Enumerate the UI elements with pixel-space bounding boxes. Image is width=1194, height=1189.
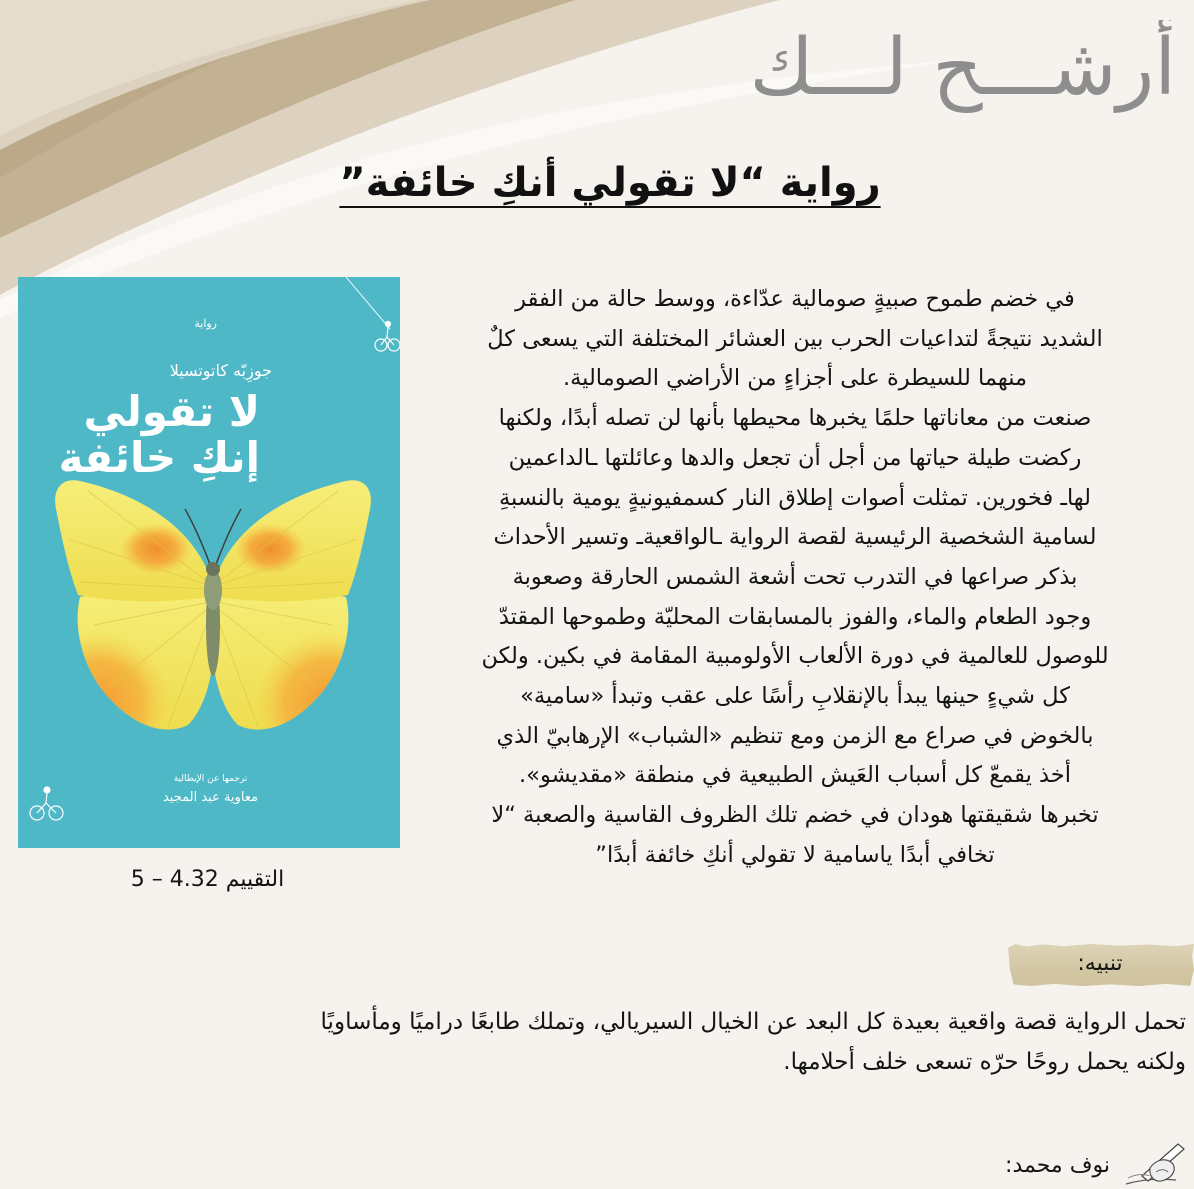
summary-line: لسامية الشخصية الرئيسية لقصة الرواية ـالواقعيةـ وتسير الأحداث <box>493 524 1097 551</box>
summary-line: صنعت من معاناتها حلمًا يخبرها محيطها بأنها لن تصله أبدًا، ولكنها <box>498 405 1092 432</box>
summary-line: كل شيءٍ حينها يبدأ بالإنقلابِ رأسًا على عقب وتبدأ «سامية» <box>520 683 1070 710</box>
book-heading-text: رواية “لا تقولي أنكِ خائفة” <box>339 160 881 206</box>
summary-line: أخذ يقمعّ كل أسباب العَيش الطبيعية في منطقة «مقديشو». <box>519 762 1071 789</box>
cover-wire-line <box>346 277 390 329</box>
butterfly-right-wings <box>213 480 378 751</box>
cover-author: جوزِبّه كاتوتسيلا <box>169 361 272 380</box>
author-signature: نوف محمد: <box>1005 1153 1110 1178</box>
cover-title-line-2: إنكِ خائفة <box>58 433 260 482</box>
cover-translated-from: ترجمها عن الإيطالية <box>173 774 248 784</box>
summary-line: الشديد نتيجةً لتداعيات الحرب بين العشائر المختلفة التي يسعى كلٌ <box>487 325 1103 352</box>
book-cover <box>18 277 400 848</box>
summary-line: تخبرها شقيقتها هودان في خضم تلك الظروف القاسية والصعبة “لا <box>491 802 1099 829</box>
bicycle-icon <box>375 322 400 352</box>
cover-genre-label: رواية <box>194 317 217 330</box>
page-title: أرشـــح لـــك <box>749 23 1176 113</box>
writing-hand-icon <box>1120 1138 1190 1188</box>
summary-line: منهما للسيطرة على أجزاءٍ من الأراضي الصومالية. <box>562 365 1028 392</box>
note-label: تنبيه: <box>1077 951 1123 976</box>
book-summary <box>420 280 1170 876</box>
cover-title <box>59 389 260 481</box>
cover-credits <box>148 771 273 809</box>
note-text <box>150 1002 1186 1082</box>
summary-line: للوصول للعالمية في دورة الألعاب الأولومبية المقامة في بكين. ولكن <box>481 643 1109 670</box>
summary-line: تخافي أبدًا ياسامية لا تقولي أنكِ خائفة أبدًا” <box>595 841 995 868</box>
bicycle-icon <box>30 787 63 820</box>
cover-translator: معاوية عبد المجيد <box>162 790 259 805</box>
summary-line: بالخوض في صراع مع الزمن ومع تنظيم «الشباب» الإرهابيّ الذي <box>496 722 1094 749</box>
cover-title-line-1: لا تقولي <box>83 387 260 436</box>
note-line: ولكنه يحمل روحًا حرّه تسعى خلف أحلامها. <box>783 1049 1186 1075</box>
summary-line: ركضت طيلة حياتها من أجل أن تجعل والدها وعائلتها ـالداعمين <box>508 444 1082 471</box>
book-heading <box>300 156 920 210</box>
book-rating: التقييم 4.32 – 5 <box>130 867 285 892</box>
butterfly-left-wings <box>48 480 213 751</box>
summary-line: لهاـ فخورين. تمثلت أصوات إطلاق النار كسمفيونيةٍ يومية بالنسبةِ <box>498 484 1092 511</box>
summary-line: بذكر صراعها في التدرب تحت أشعة الشمس الحارقة وصعوبة <box>512 563 1078 590</box>
summary-line: وجود الطعام والماء، والفوز بالمسابقات المحليّة وطموحها المقتدّ <box>498 603 1092 630</box>
summary-line: في خضم طموح صبيةٍ صومالية عدّاءة، ووسط حالة من الفقر <box>515 286 1075 312</box>
note-line: تحمل الرواية قصة واقعية بعيدة كل البعد عن الخيال السيريالي، وتملك طابعًا دراميًا ومأساويًا <box>320 1009 1186 1035</box>
